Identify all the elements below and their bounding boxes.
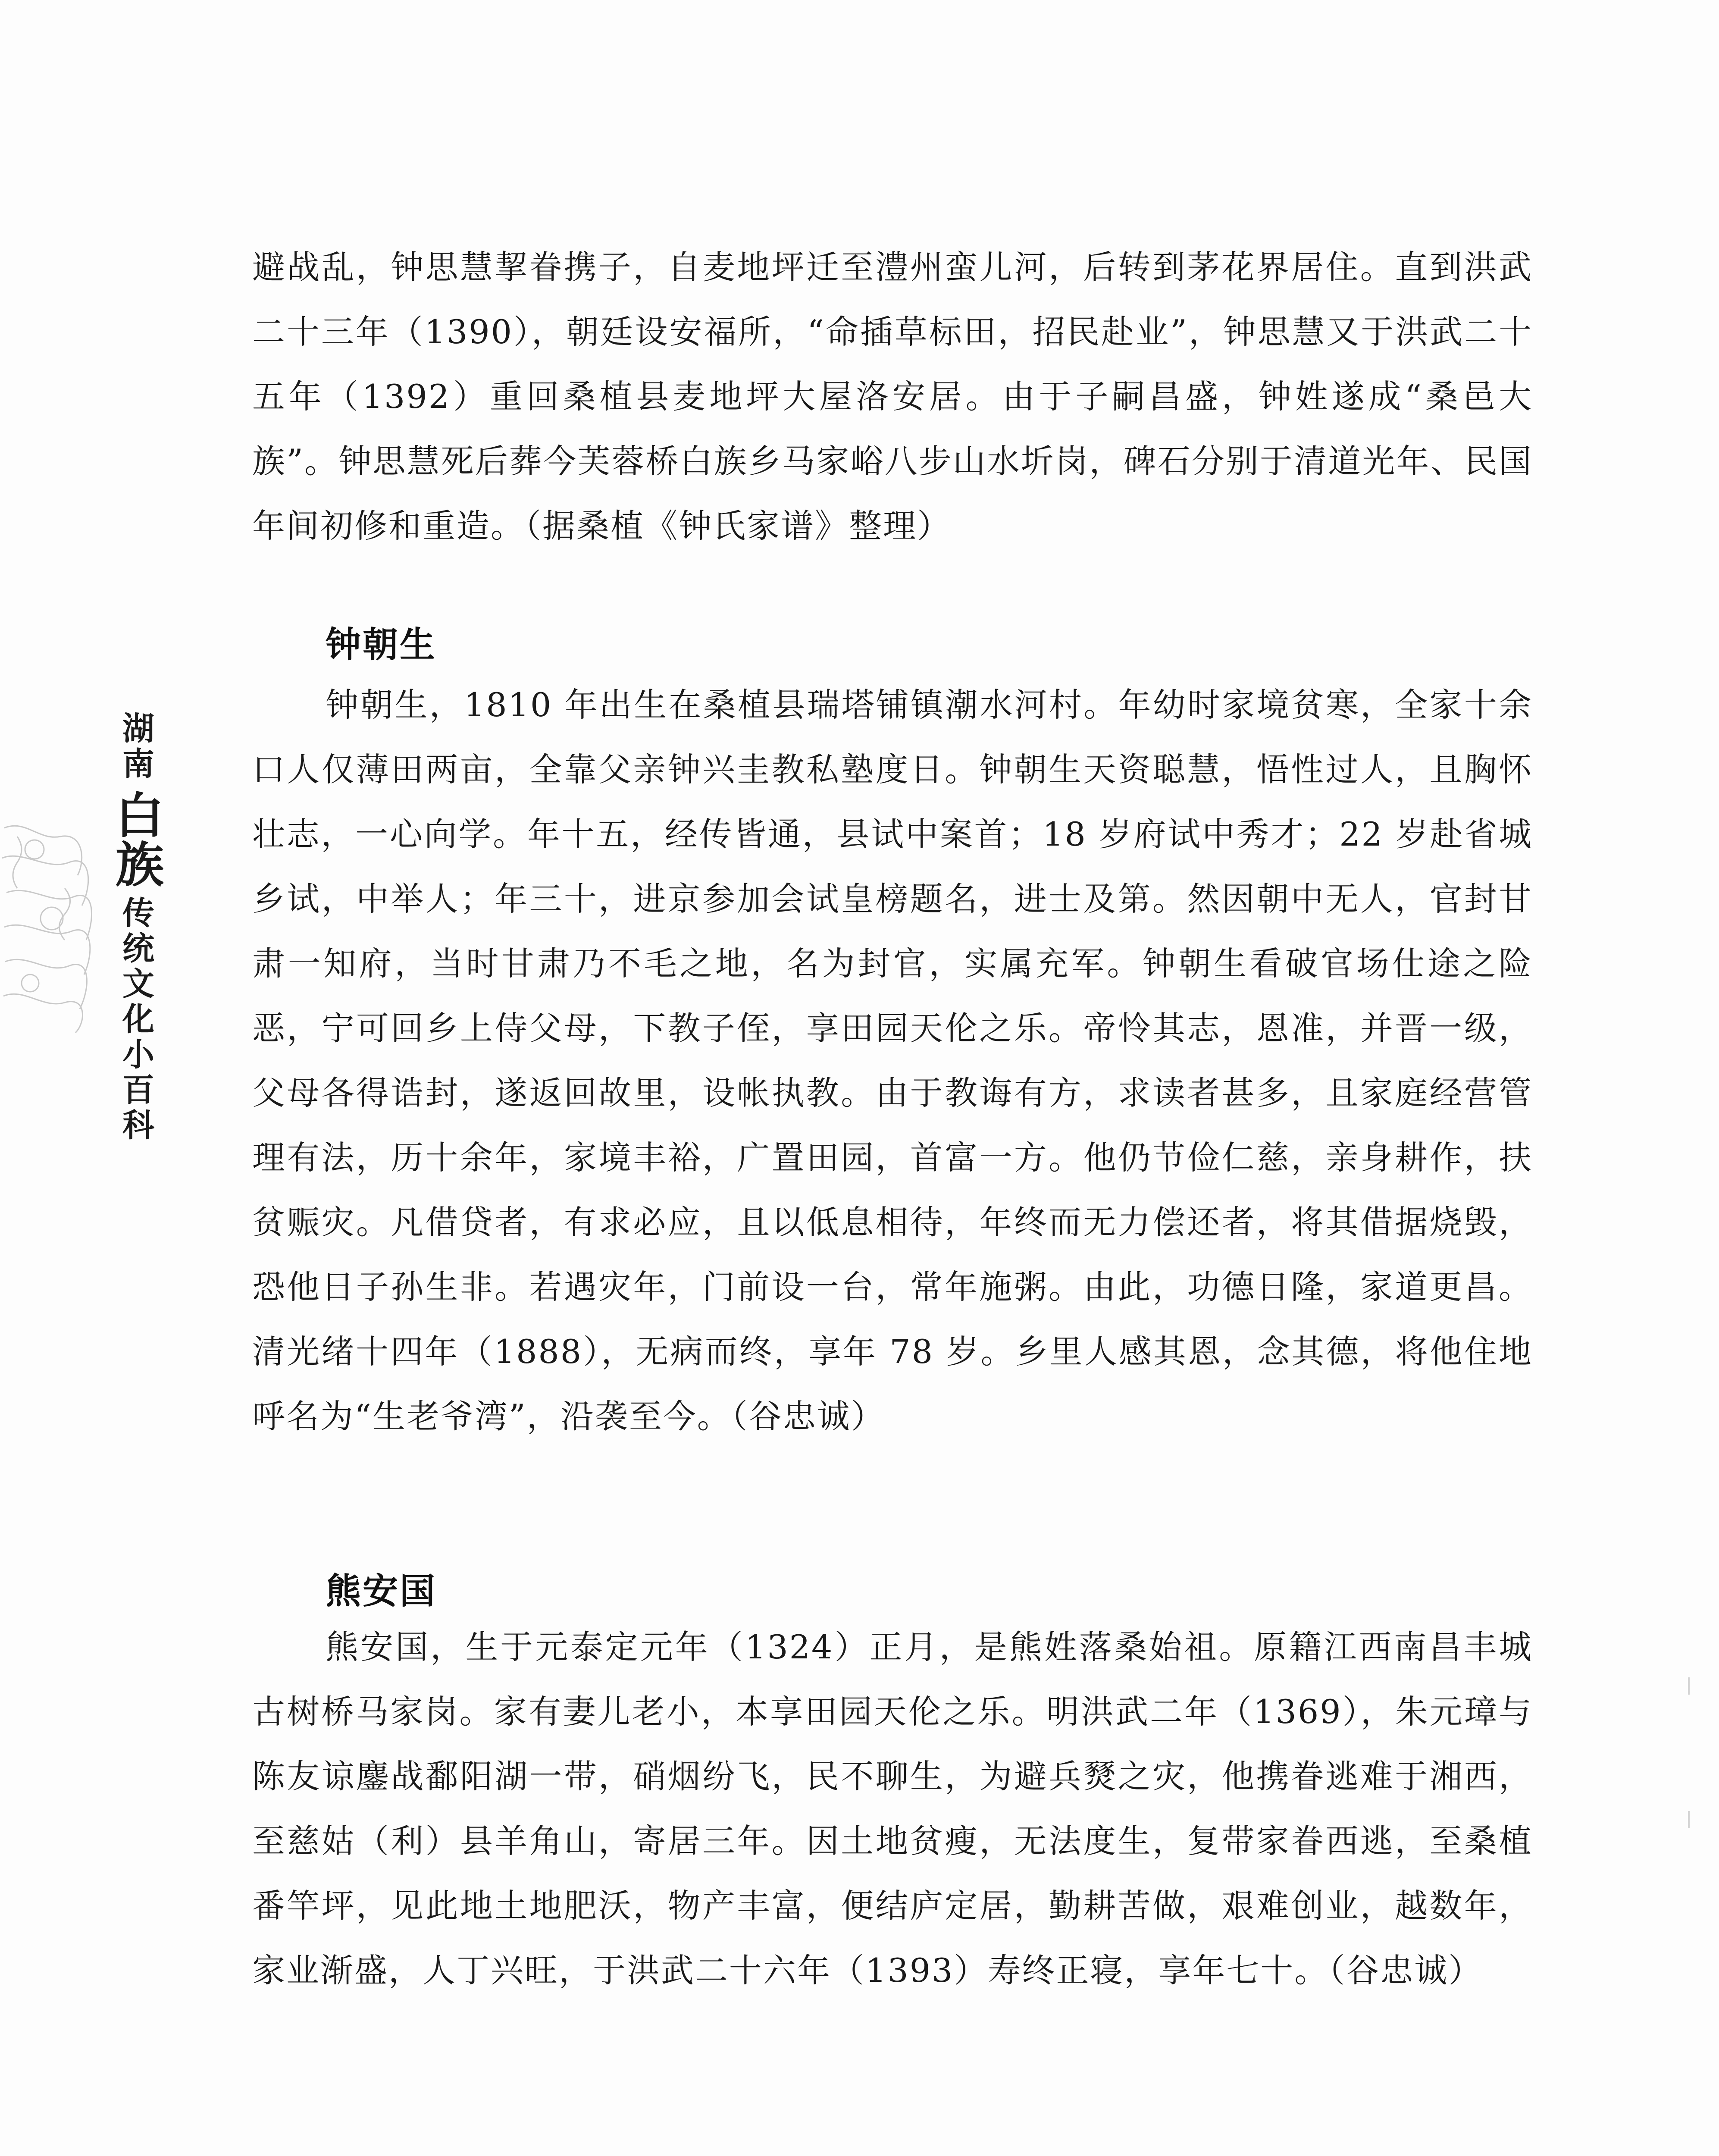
paragraph-xiong-anguo: 熊安国，生于元泰定元年（1324）正月，是熊姓落桑始祖。原籍江西南昌丰城古树桥马家岗。家有妻儿老小，本享田园天伦之乐。明洪武二年（1369），朱元璋与陈友谅鏖战鄱阳湖一带，硝烟纷飞，民不聊生，为避兵燹之灾，他携眷逃难于湘西，至慈姑（利）县羊角山，寄居三年。因土地贫瘦，无法度生，复带家眷西逃，至桑植番竿坪，见此地土地肥沃，物产丰富，便结庐定居，勤耕苦做，艰难创业，越数年，家业渐盛，人丁兴旺，于洪武二十六年（1393）寿终正寝，享年七十。（谷忠诚） — [252, 1628, 1533, 1990]
paragraph-zhong-chaosheng: 钟朝生，1810 年出生在桑植县瑞塔铺镇潮水河村。年幼时家境贫寒，全家十余口人仅薄田两亩，全靠父亲钟兴圭教私塾度日。钟朝生天资聪慧，悟性过人，且胸怀壮志，一心向学。年十五，经传皆通，县试中案首；18 岁府试中秀才；22 岁赴省城乡试，中举人；年三十，进京参加会试皇榜题名，进士及第。然因朝中无人，官封甘肃一知府，当时甘肃乃不毛之地，名为封官，实属充军。钟朝生看破官场仕途之险恶，宁可回乡上侍父母，下教子侄，享田园天伦之乐。帝怜其志，恩准，并晋一级，父母各得诰封，遂返回故里，设帐执教。由于教诲有方，求读者甚多，且家庭经营管理有法，历十余年，家境丰裕，广置田园，首富一方。他仍节俭仁慈，亲身耕作，扶贫赈灾。凡借贷者，有求必应，且以低息相待，年终而无力偿还者，将其借据烧毁，恐他日子孙生非。若遇灾年，门前设一台，常年施粥。由此，功德日隆，家道更昌。清光绪十四年（1888），无病而终，享年 78 岁。乡里人感其恩，念其德，将他住地呼名为“生老爷湾”，沿袭至今。（谷忠诚） — [252, 686, 1533, 1435]
book-title-region: 湖南 — [117, 711, 154, 782]
book-title-vertical — [103, 711, 168, 1144]
margin-mark — [1688, 1677, 1690, 1695]
margin-mark — [1688, 1811, 1690, 1828]
book-title-ethnic: 白族 — [107, 790, 164, 888]
section-heading-xiong-anguo: 熊安国 — [326, 1571, 437, 1612]
paragraph-continued: 避战乱，钟思慧挈眷携子，自麦地坪迁至澧州蛮儿河，后转到茅花界居住。直到洪武二十三年（1390），朝廷设安福所，“命插草标田，招民赴业”，钟思慧又于洪武二十五年（1392）重回桑植县麦地坪大屋洛安居。由于子嗣昌盛，钟姓遂成“桑邑大族”。钟思慧死后葬今芙蓉桥白族乡马家峪八步山水圻岗，碑石分别于清道光年、民国年间初修和重造。（据桑植《钟氏家谱》整理） — [252, 248, 1533, 545]
book-title-subtitle: 传统文化小百科 — [117, 896, 154, 1144]
decorative-pattern-icon — [0, 811, 99, 1035]
section-heading-zhong-chaosheng: 钟朝生 — [326, 624, 437, 665]
